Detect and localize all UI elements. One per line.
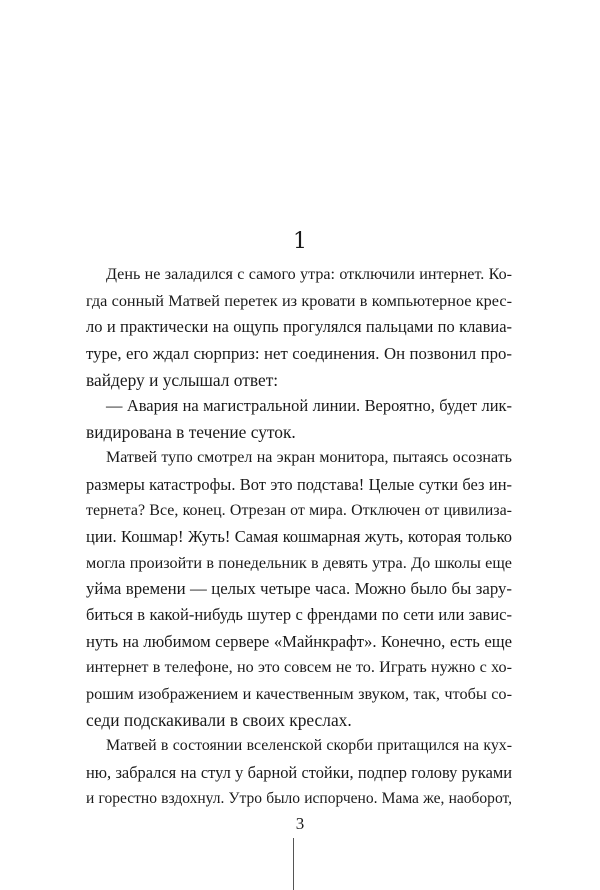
text-line: Матвей тупо смотрел на экран монитора, пытаясь осознать: [106, 449, 512, 467]
text-line: ло и практически на ощупь прогулялся пальцами по клавиа-: [86, 317, 512, 337]
body-text: [86, 262, 512, 812]
text-line: нуть на любимом сервере «Майнкрафт». Конечно, есть еще: [86, 631, 512, 651]
text-line: видирована в течение суток.: [86, 422, 296, 443]
text-line: интернет в телефоне, но это совсем не то. Играть нужно с хо-: [86, 658, 512, 676]
chapter-number: 1: [293, 229, 307, 254]
text-line: Матвей в состоянии вселенской скорби притащился на кух-: [106, 737, 512, 755]
text-line: вайдеру и услышал ответ:: [86, 369, 279, 390]
text-line: ции. Кошмар! Жуть! Самая кошмарная жуть, которая только: [86, 526, 512, 546]
text-line: и горестно вздохнул. Утро было испорчено. Мама же, наоборот,: [86, 789, 512, 807]
text-line: могла произойти в понедельник в девять утра. До школы еще: [86, 554, 512, 573]
text-line: рошим изображением и качественным звуком, так, чтобы со-: [86, 684, 512, 703]
text-line: биться в какой-нибудь шутер с френдами по сети или завис-: [86, 605, 512, 625]
page-number: 3: [295, 814, 305, 833]
page-rule: [293, 838, 294, 890]
text-line: туре, его ждал сюрприз: нет соединения. Он позвонил про-: [86, 343, 512, 363]
text-line: седи подскакивали в своих креслах.: [86, 710, 352, 731]
text-line: уйма времени — целых четыре часа. Можно было бы зару-: [86, 579, 512, 599]
text-line: гда сонный Матвей перетек из кровати в компьютерное крес-: [86, 292, 512, 311]
text-line: День не заладился с самого утра: отключили интернет. Ко-: [106, 266, 512, 283]
text-line: ню, забрался на стул у барной стойки, подпер голову руками: [86, 762, 512, 782]
text-line: тернета? Все, конец. Отрезан от мира. Отключен от цивилиза-: [86, 501, 512, 519]
text-line: размеры катастрофы. Вот это подстава! Целые сутки без ин-: [86, 474, 512, 494]
text-line: — Авария на магистральной линии. Вероятно, будет лик-: [106, 395, 512, 415]
